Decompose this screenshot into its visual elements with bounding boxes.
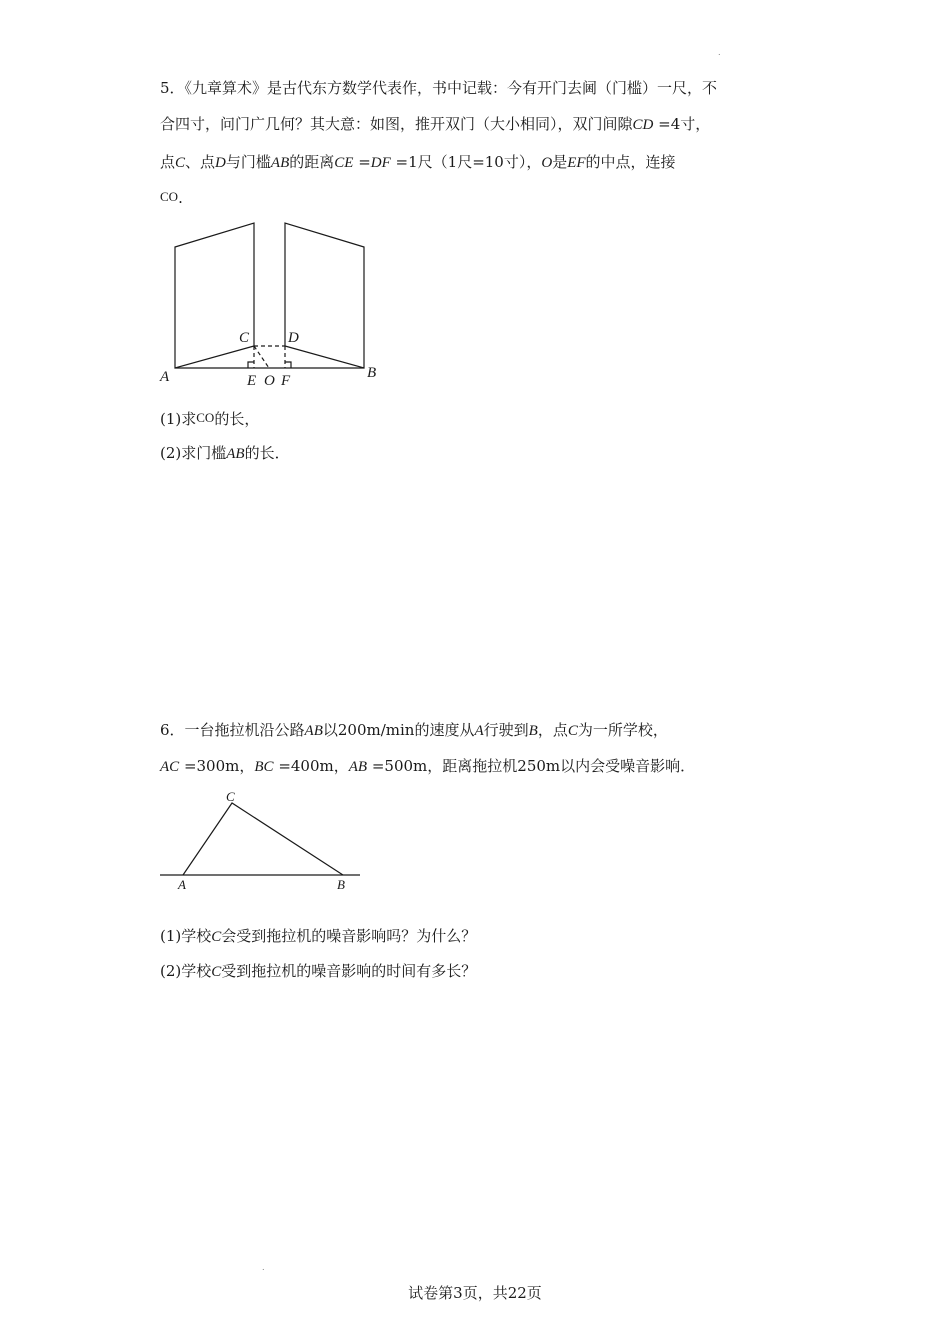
q6-sub1-b: 会受到拖拉机的噪音影响吗？为什么？ xyxy=(221,927,477,945)
q6-math-ac: AC xyxy=(160,759,180,775)
q5-math-co: CO xyxy=(160,189,179,204)
q5-line-3 xyxy=(160,151,676,174)
q6-point-b: B xyxy=(528,723,538,739)
door-figure xyxy=(150,215,390,395)
q5-text-3h: 是 xyxy=(552,153,568,171)
q5-line-1 xyxy=(160,77,717,99)
right-door xyxy=(285,223,364,368)
q5-sub2-a: (2)求门槛 xyxy=(160,444,227,462)
q5-math-df: DF xyxy=(370,155,391,171)
q6-math-bc: BC xyxy=(254,759,274,775)
q5-sub1-a: (1)求 xyxy=(160,410,197,428)
page-number: 试卷第3页，共22页 xyxy=(408,1284,542,1302)
q5-sub2-b: 的长． xyxy=(244,444,290,462)
q6-ab-value: =500m，距离拖拉机250m以内会受噪音影响． xyxy=(367,757,696,775)
q5-point-d: D xyxy=(215,155,226,171)
q5-text-3e: 的距离 xyxy=(289,153,335,171)
right-angle-f xyxy=(285,362,291,368)
q5-text-3i: 的中点，连接 xyxy=(585,153,676,171)
q6-line-1 xyxy=(160,719,668,742)
q6-sub1-a: (1)学校 xyxy=(160,927,212,945)
triangle-figure xyxy=(155,785,365,895)
q5-sub-1 xyxy=(160,407,259,430)
q6-line-2 xyxy=(160,755,695,778)
q5-sub-2 xyxy=(160,442,290,465)
q5-sub1-co: CO xyxy=(196,410,215,425)
label-a: A xyxy=(178,877,186,892)
q6-text-1a: 6．一台拖拉机沿公路 xyxy=(160,721,305,739)
q5-text-4end: . xyxy=(178,189,183,207)
q6-text-1d: ，点 xyxy=(537,721,568,739)
q6-sub-1 xyxy=(160,925,476,948)
q6-ac-value: =300m， xyxy=(179,757,255,775)
label-b: B xyxy=(367,365,377,381)
q5-math-cd: CD xyxy=(632,117,654,133)
q6-text-1b: 以200m/min的速度从 xyxy=(322,721,475,739)
label-d: D xyxy=(288,330,299,346)
q5-text-2b: =4寸， xyxy=(653,115,711,133)
q5-line-2 xyxy=(160,113,710,136)
q6-text-1e: 为一所学校， xyxy=(577,721,668,739)
q6-sub-2 xyxy=(160,960,476,983)
q5-math-ef: EF xyxy=(567,155,586,171)
q5-sub2-ab: AB xyxy=(226,446,245,462)
q6-point-a: A xyxy=(474,723,484,739)
label-c: C xyxy=(239,330,250,346)
q6-bc-value: =400m， xyxy=(273,757,349,775)
q5-text-1: 5．《九章算术》是古代东方数学代表作，书中记载：今有开门去阃（门槛）一尺，不 xyxy=(160,79,718,97)
right-angle-e xyxy=(248,362,254,368)
q6-sub1-c: C xyxy=(211,929,222,945)
q6-sub2-c: C xyxy=(211,964,222,980)
q6-point-c: C xyxy=(567,723,578,739)
label-b: B xyxy=(337,877,345,892)
left-door xyxy=(175,223,254,368)
q5-text-3a: 点 xyxy=(160,153,176,171)
label-f: F xyxy=(281,373,291,389)
label-c: C xyxy=(226,789,235,804)
q5-text-3c: 与门槛 xyxy=(225,153,271,171)
label-e: E xyxy=(247,373,257,389)
q5-line-4 xyxy=(160,186,183,209)
q6-text-1c: 行驶到 xyxy=(483,721,529,739)
q5-math-ce: CE xyxy=(334,155,354,171)
q5-text-3b: 、点 xyxy=(185,153,216,171)
q5-text-3f: = xyxy=(353,153,371,171)
label-o: O xyxy=(264,373,275,389)
triangle-abc xyxy=(183,803,343,875)
q5-text-2a: 合四寸，问门广几何？其大意：如图，推开双门（大小相同），双门间隙 xyxy=(160,115,633,133)
q6-sub2-a: (2)学校 xyxy=(160,962,212,980)
label-a: A xyxy=(160,369,170,385)
q5-sub1-b: 的长， xyxy=(214,410,260,428)
q5-point-o: O xyxy=(541,155,553,171)
q6-math-ab: AB xyxy=(304,723,323,739)
dashed-co xyxy=(254,346,269,368)
page-footer xyxy=(0,1282,950,1303)
scan-dot: . xyxy=(718,48,721,57)
q5-point-c: C xyxy=(175,155,186,171)
q5-text-3g: =1尺（1尺=10寸）， xyxy=(390,153,542,171)
q6-sub2-b: 受到拖拉机的噪音影响的时间有多长？ xyxy=(221,962,477,980)
scan-dot-2: . xyxy=(262,1263,265,1272)
q6-math-ab2: AB xyxy=(348,759,368,775)
q5-math-ab: AB xyxy=(270,155,290,171)
